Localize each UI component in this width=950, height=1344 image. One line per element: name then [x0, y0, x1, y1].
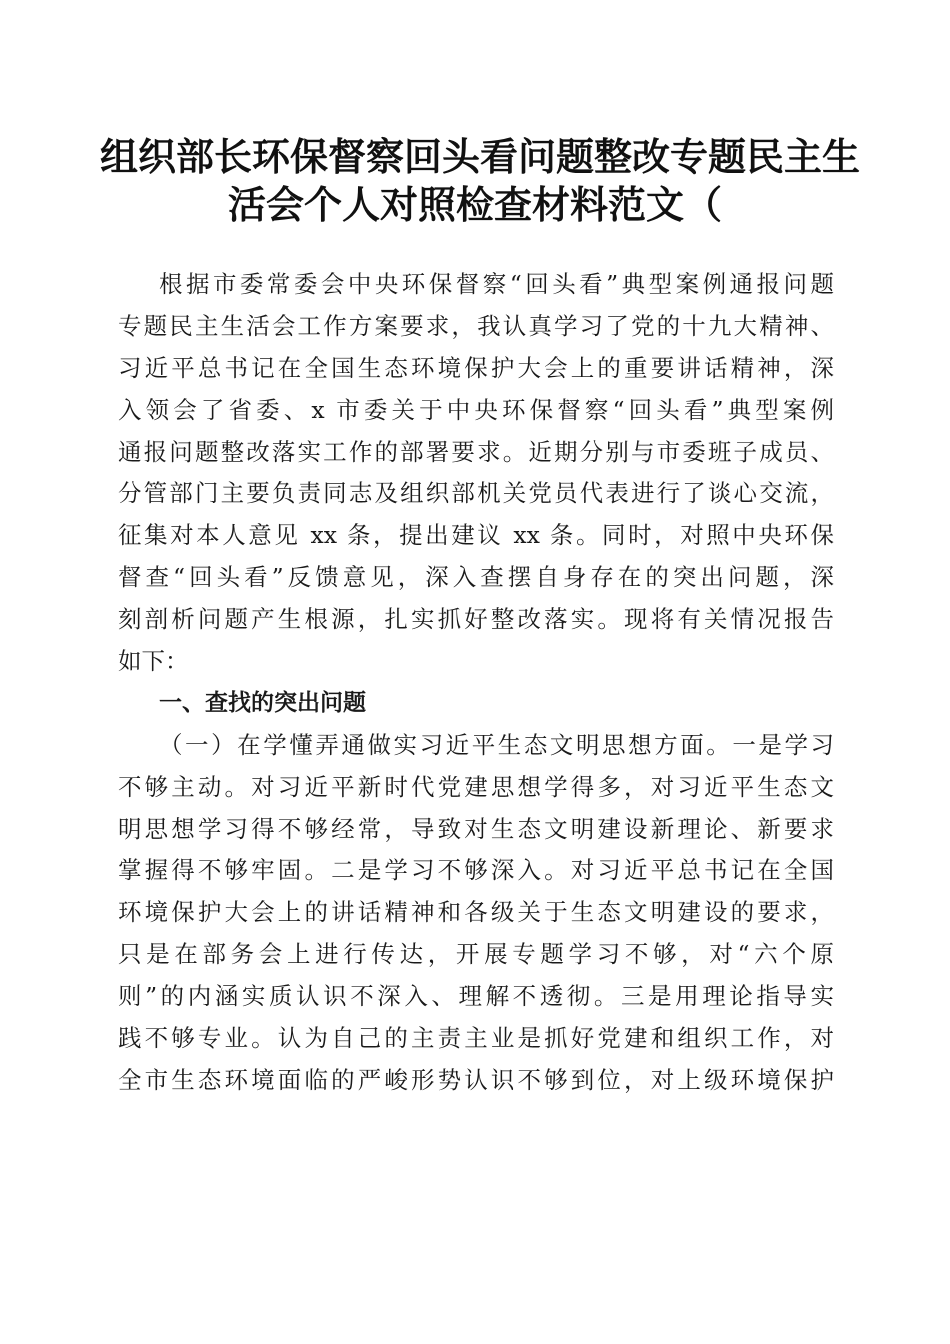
- intro-line: 根据市委常委会中央环保督察“回头看”典型案例通报问题: [159, 270, 834, 298]
- section-line: 不够主动。对习近平新时代党建思想学得多，对习近平生态文: [118, 772, 834, 801]
- intro-line: 如下：: [118, 647, 189, 676]
- intro-line: 分管部门主要负责同志及组织部机关党员代表进行了谈心交流，: [118, 479, 834, 508]
- intro-line: 刻剖析问题产生根源，扎实抓好整改落实。现将有关情况报告: [118, 605, 834, 634]
- section-line: 则”的内涵实质认识不深入、理解不透彻。三是用理论指导实: [118, 982, 834, 1011]
- intro-line: 专题民主生活会工作方案要求，我认真学习了党的十九大精神、: [118, 311, 834, 340]
- intro-line: 通报问题整改落实工作的部署要求。近期分别与市委班子成员、: [118, 437, 834, 466]
- section-line: 只是在部务会上进行传达，开展专题学习不够，对“六个原: [118, 940, 834, 969]
- section-line: 全市生态环境面临的严峻形势认识不够到位，对上级环境保护: [118, 1065, 834, 1094]
- intro-line: 征集对本人意见 xx 条，提出建议 xx 条。同时，对照中央环保: [118, 521, 834, 550]
- document-title: [100, 133, 861, 229]
- intro-line: 习近平总书记在全国生态环境保护大会上的重要讲话精神，深: [118, 353, 834, 382]
- document-body: [118, 264, 834, 1102]
- intro-line: 督查“回头看”反馈意见，深入查摆自身存在的突出问题，深: [118, 563, 834, 592]
- section-line: 环境保护大会上的讲话精神和各级关于生态文明建设的要求，: [118, 898, 834, 927]
- intro-line: 入领会了省委、x 市委关于中央环保督察“回头看”典型案例: [118, 395, 834, 424]
- section-line: 践不够专业。认为自己的主责主业是抓好党建和组织工作，对: [118, 1024, 834, 1053]
- title-line-2: 活会个人对照检查材料范文（: [227, 182, 722, 227]
- section-line: 明思想学习得不够经常，导致对生态文明建设新理论、新要求: [118, 814, 834, 843]
- section-line: 掌握得不够牢固。二是学习不够深入。对习近平总书记在全国: [118, 856, 834, 885]
- section-heading: 一、查找的突出问题: [159, 689, 366, 716]
- title-line-1: 组织部长环保督察回头看问题整改专题民主生: [100, 134, 861, 179]
- section-line: （一）在学懂弄通做实习近平生态文明思想方面。一是学习: [159, 730, 834, 759]
